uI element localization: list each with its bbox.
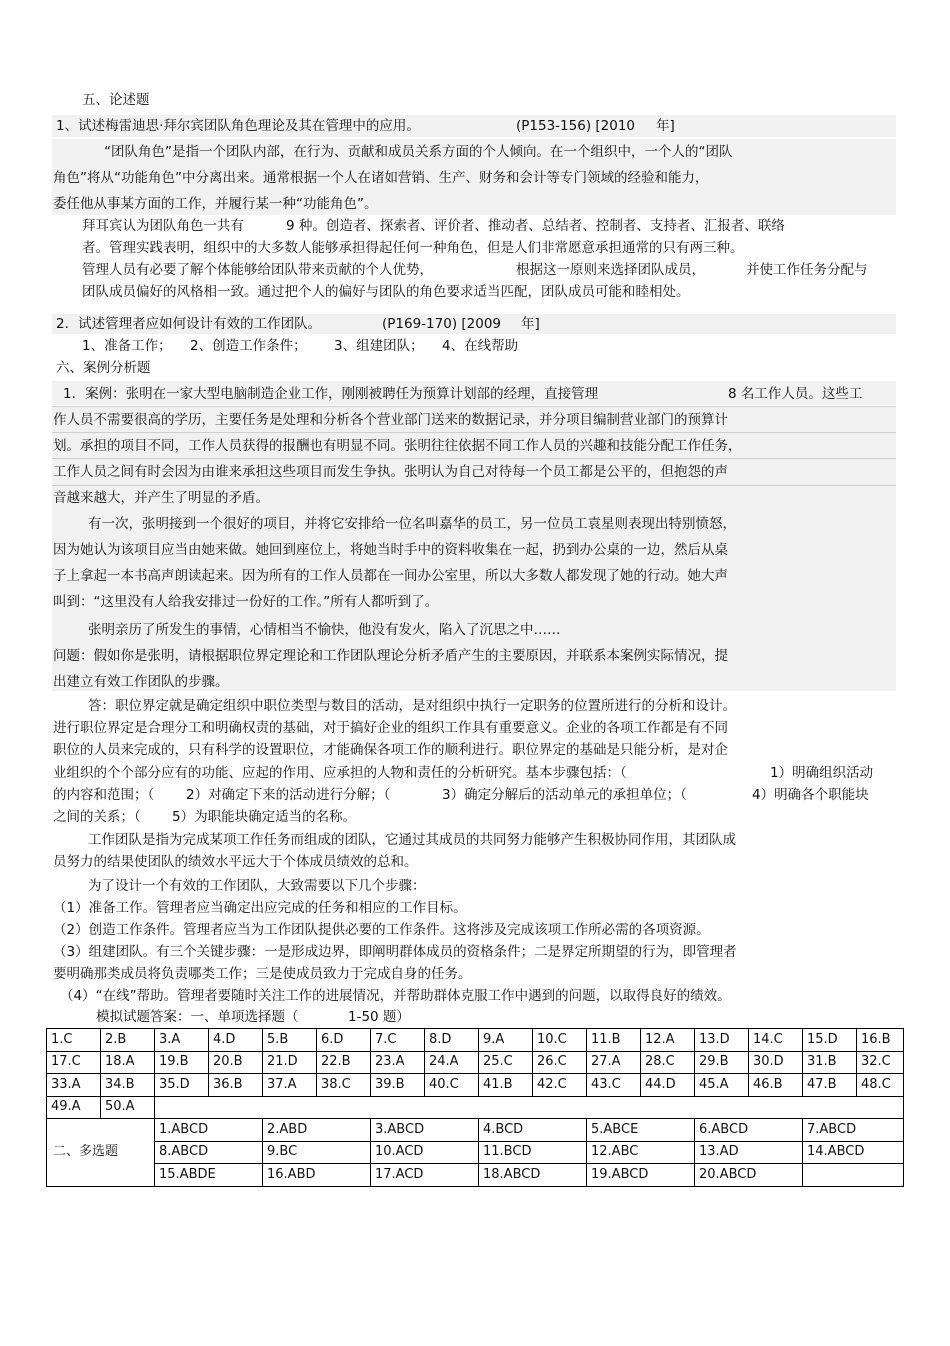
answer-cell: 20.ABCD — [695, 1164, 803, 1187]
answer-cell: 6.D — [317, 1029, 371, 1052]
answer-cell — [803, 1164, 904, 1187]
story-line: 因为她认为该项目应当由她来做。她回到座位上，将她当时手中的资料收集在一起，扔到办公桌的一边，然后从桌 — [53, 542, 728, 558]
q1-para1-line: 角色”将从“功能角色”中分离出来。通常根据一个人在诸如营销、生产、财务和会计等专门领域的经验和能力， — [53, 170, 709, 186]
answer-cell: 18.ABCD — [479, 1164, 587, 1187]
case-line: 8 名工作人员。这些工 — [728, 386, 863, 402]
reflect-line: 张明亲历了所发生的事情，心情相当不愉快，他没有发火，陷入了沉思之中…… — [88, 622, 561, 638]
answer-cell: 28.C — [641, 1051, 695, 1074]
q2-ref: (P169-170) [2009 — [382, 316, 501, 332]
answer-cell: 3.ABCD — [371, 1119, 479, 1142]
answer-cell: 27.A — [587, 1051, 641, 1074]
answer-cell: 1.ABCD — [155, 1119, 263, 1142]
q1-para2-a: 拜耳宾认为团队角色一共有 — [82, 218, 244, 234]
answer-cell: 15.ABDE — [155, 1164, 263, 1187]
answer-cell: 31.B — [803, 1051, 857, 1074]
story-line: 子上拿起一本书高声朗读起来。因为所有的工作人员都在一间办公室里，所以大多数人都发现了她的行动。她大声 — [53, 568, 728, 584]
q1-para3-c: 并使工作任务分配与 — [746, 262, 868, 278]
team-line: 为了设计一个有效的工作团队，大致需要以下几个步骤： — [88, 878, 426, 894]
answer-cell: 10.ACD — [371, 1141, 479, 1164]
answer-cell: 5.ABCE — [587, 1119, 695, 1142]
answer-cell: 12.ABC — [587, 1141, 695, 1164]
answer-cell: 35.D — [155, 1074, 209, 1097]
answer-cell: 13.D — [695, 1029, 749, 1052]
answer-cell: 34.B — [101, 1074, 155, 1097]
answer-line: 4）明确各个职能块 — [752, 787, 869, 803]
answer-cell: 2.ABD — [263, 1119, 371, 1142]
multi-choice-row — [47, 1164, 904, 1187]
team-line: （3）组建团队。有三个关键步骤：一是形成边界，即阐明群体成员的资格条件；二是界定所期望的行为，即管理者 — [53, 944, 737, 960]
answer-line: 进行职位界定是合理分工和明确权责的基础，对于搞好企业的组织工作具有重要意义。企业的各项工作都是有不同 — [53, 720, 728, 736]
answer-cell: 11.BCD — [479, 1141, 587, 1164]
answer-cell: 4.BCD — [479, 1119, 587, 1142]
answer-cell: 3.A — [155, 1029, 209, 1052]
answer-cell: 50.A — [101, 1096, 155, 1119]
single-choice-row — [47, 1029, 904, 1052]
answer-line: 5）为职能块确定适当的名称。 — [172, 809, 357, 825]
answer-cell: 42.C — [533, 1074, 587, 1097]
answer-cell: 12.A — [641, 1029, 695, 1052]
answer-line: 业组织的个个部分应有的功能、应起的作用、应承担的人物和责任的分析研究。基本步骤包括：（ — [53, 765, 627, 781]
answer-cell: 44.D — [641, 1074, 695, 1097]
section-5-heading: 五、论述题 — [82, 92, 150, 108]
answer-cell: 23.A — [371, 1051, 425, 1074]
answer-line: 3）确定分解后的活动单元的承担单位；（ — [442, 787, 687, 803]
q1-title: 1、试述梅雷迪思·拜尔宾团队角色理论及其在管理中的应用。 — [56, 118, 420, 134]
answer-cell: 32.C — [857, 1051, 904, 1074]
answer-cell: 13.AD — [695, 1141, 803, 1164]
team-line: 工作团队是指为完成某项工作任务而组成的团队，它通过其成员的共同努力能够产生积极协同作用，其团队成 — [88, 832, 736, 848]
single-choice-row — [47, 1051, 904, 1074]
answer-cell: 14.ABCD — [803, 1141, 904, 1164]
case-line: 作人员不需要很高的学历，主要任务是处理和分析各个营业部门送来的数据记录，并分项目编制营业部门的预算计 — [53, 412, 728, 428]
team-line: （4）“在线”帮助。管理者要随时关注工作的进展情况，并帮助群体克服工作中遇到的问题，以取得良好的绩效。 — [60, 988, 731, 1004]
answer-cell: 10.C — [533, 1029, 587, 1052]
empty-cell — [155, 1096, 904, 1119]
answer-cell: 15.D — [803, 1029, 857, 1052]
answer-cell: 6.ABCD — [695, 1119, 803, 1142]
answer-cell: 43.C — [587, 1074, 641, 1097]
case-line: 音越来越大，并产生了明显的矛盾。 — [53, 490, 269, 506]
answer-cell: 40.C — [425, 1074, 479, 1097]
answer-cell: 20.B — [209, 1051, 263, 1074]
answers-title-b: 1-50 题） — [348, 1009, 410, 1025]
answer-line: 之间的关系；（ — [53, 809, 141, 825]
answer-cell: 29.B — [695, 1051, 749, 1074]
answer-cell: 16.ABD — [263, 1164, 371, 1187]
team-line: 要明确那类成员将负责哪类工作；三是使成员致力于完成自身的任务。 — [53, 966, 472, 982]
q1-para2-b: 9 种。创造者、探索者、评价者、推动者、总结者、控制者、支持者、汇报者、联络 — [286, 218, 785, 234]
story-line: 叫到：“这里没有人给我安排过一份好的工作。”所有人都听到了。 — [53, 594, 439, 610]
answer-cell: 2.B — [101, 1029, 155, 1052]
answer-cell: 26.C — [533, 1051, 587, 1074]
answer-cell: 14.C — [749, 1029, 803, 1052]
answer-cell: 17.C — [47, 1051, 101, 1074]
answer-cell: 7.C — [371, 1029, 425, 1052]
answer-line: 的内容和范围；（ — [53, 787, 155, 803]
answer-line: 职位的人员来完成的，只有科学的设置职位，才能确保各项工作的顺利进行。职位界定的基础是只能分析，是对企 — [53, 742, 728, 758]
answer-cell: 21.D — [263, 1051, 317, 1074]
answer-cell: 39.B — [371, 1074, 425, 1097]
answer-table — [46, 1028, 904, 1187]
answer-cell: 25.C — [479, 1051, 533, 1074]
case-line: 1．案例：张明在一家大型电脑制造企业工作，刚刚被聘任为预算计划部的经理，直接管理 — [63, 386, 599, 402]
answer-cell: 19.B — [155, 1051, 209, 1074]
answer-cell: 1.C — [47, 1029, 101, 1052]
answer-cell: 37.A — [263, 1074, 317, 1097]
q1-para3-b: 根据这一原则来选择团队成员， — [516, 262, 705, 278]
answer-cell: 49.A — [47, 1096, 101, 1119]
question-line: 出建立有效工作团队的步骤。 — [53, 674, 229, 690]
answer-line: 1）明确组织活动 — [770, 765, 874, 781]
answer-cell: 47.B — [803, 1074, 857, 1097]
answer-cell: 18.A — [101, 1051, 155, 1074]
answer-line: 2）对确定下来的活动进行分解；（ — [186, 787, 391, 803]
answer-cell: 22.B — [317, 1051, 371, 1074]
q2-title: 2．试述管理者应如何设计有效的工作团队。 — [56, 316, 322, 332]
answer-cell: 45.A — [695, 1074, 749, 1097]
answer-cell: 8.D — [425, 1029, 479, 1052]
q2-step: 4、在线帮助 — [442, 338, 519, 354]
q1-year: 年] — [656, 118, 675, 134]
answer-cell: 30.D — [749, 1051, 803, 1074]
q1-para2-line2: 者。管理实践表明，组织中的大多数人能够承担得起任何一种角色，但是人们非常愿意承担通常的只有两三种。 — [82, 240, 744, 256]
q1-ref: (P153-156) [2010 — [516, 118, 635, 134]
answer-cell: 19.ABCD — [587, 1164, 695, 1187]
answer-cell: 9.BC — [263, 1141, 371, 1164]
answer-cell: 48.C — [857, 1074, 904, 1097]
answer-cell: 11.B — [587, 1029, 641, 1052]
multi-choice-label: 二、多选题 — [47, 1119, 155, 1187]
single-choice-row — [47, 1074, 904, 1097]
answer-cell: 9.A — [479, 1029, 533, 1052]
q2-step: 3、组建团队； — [334, 338, 424, 354]
team-line: （2）创造工作条件。管理者应当为工作团队提供必要的工作条件。这将涉及完成该项工作所必需的各项资源。 — [53, 922, 710, 938]
answer-cell: 24.A — [425, 1051, 479, 1074]
answer-cell: 5.B — [263, 1029, 317, 1052]
q1-para1-line: “团队角色”是指一个团队内部，在行为、贡献和成员关系方面的个人倾向。在一个组织中，一个人的“团队 — [104, 144, 733, 160]
multi-choice-row — [47, 1119, 904, 1142]
story-line: 有一次，张明接到一个很好的项目，并将它安排给一位名叫嘉华的员工，另一位员工袁星则表现出特别愤怒， — [88, 516, 736, 532]
answer-cell: 46.B — [749, 1074, 803, 1097]
q1-para3-a: 管理人员有必要了解个体能够给团队带来贡献的个人优势， — [82, 262, 433, 278]
q2-step: 2、创造工作条件； — [190, 338, 307, 354]
case-line: 划。承担的项目不同，工作人员获得的报酬也有明显不同。张明往往依据不同工作人员的兴趣和技能分配工作任务， — [53, 438, 742, 454]
answer-line: 答：职位界定就是确定组织中职位类型与数目的活动，是对组织中执行一定职务的位置所进行的分析和设计。 — [88, 698, 736, 714]
answer-cell: 7.ABCD — [803, 1119, 904, 1142]
answer-cell: 4.D — [209, 1029, 263, 1052]
section-6-heading: 六、案例分析题 — [56, 360, 151, 376]
multi-choice-row — [47, 1141, 904, 1164]
q1-para1-line: 委任他从事某方面的工作，并履行某一种“功能角色”。 — [53, 196, 378, 212]
case-line: 工作人员之间有时会因为由谁来承担这些项目而发生争执。张明认为自己对待每一个员工都是公平的，但抱怨的声 — [53, 464, 728, 480]
answer-cell: 16.B — [857, 1029, 904, 1052]
answer-cell: 17.ACD — [371, 1164, 479, 1187]
single-choice-row — [47, 1096, 904, 1119]
q1-para3-line2: 团队成员偏好的风格相一致。通过把个人的偏好与团队的角色要求适当匹配，团队成员可能和睦相处。 — [82, 284, 690, 300]
answer-cell: 8.ABCD — [155, 1141, 263, 1164]
answer-cell: 33.A — [47, 1074, 101, 1097]
q2-year: 年] — [521, 316, 540, 332]
team-line: 员努力的结果使团队的绩效水平远大于个体成员绩效的总和。 — [53, 854, 418, 870]
answer-cell: 36.B — [209, 1074, 263, 1097]
q2-step: 1、准备工作； — [82, 338, 172, 354]
answer-cell: 38.C — [317, 1074, 371, 1097]
answers-title-a: 模拟试题答案：一、单项选择题（ — [96, 1009, 299, 1025]
answer-cell: 41.B — [479, 1074, 533, 1097]
question-line: 问题：假如你是张明，请根据职位界定理论和工作团队理论分析矛盾产生的主要原因，并联系本案例实际情况，提 — [53, 648, 728, 664]
team-line: （1）准备工作。管理者应当确定出应完成的任务和相应的工作目标。 — [53, 900, 467, 916]
